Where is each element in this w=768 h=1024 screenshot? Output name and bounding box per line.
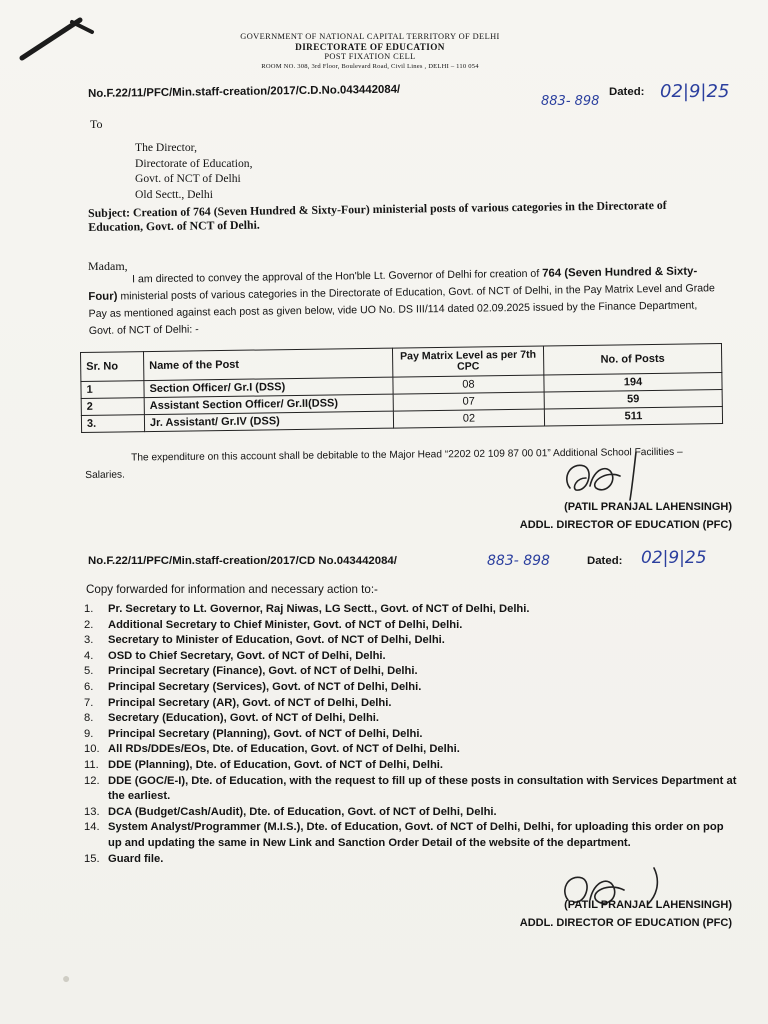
- handwritten-dispatch-number: 883- 898: [541, 94, 600, 109]
- body-text-2: ministerial posts of various categories in the Directorate of Education, Govt. of NCT of Delhi, in the Pay Matrix Level and Grade Pay as mentioned against each post as given below, vide UO No. DS III/114 dated 02.09.2025 issued by the Finance Department, Govt. of NCT of Delhi: -: [88, 282, 715, 337]
- list-item: 12. DDE (GOC/E-I), Dte. of Education, with the request to fill up of these posts in consultation with Services Department at the earliest.: [84, 774, 737, 803]
- addressee-line: The Director,: [135, 141, 197, 154]
- list-item: 7. Principal Secretary (AR), Govt. of NCT of Delhi, Delhi.: [84, 696, 392, 709]
- cell-sr: 3.: [81, 415, 144, 433]
- salutation: Madam,: [88, 259, 128, 273]
- list-item: 15. Guard file.: [84, 852, 164, 865]
- faint-mark: ●: [62, 970, 71, 986]
- cell-level: 08: [393, 375, 544, 394]
- addressee-line: Directorate of Education,: [135, 156, 253, 170]
- subject-line: Subject: Creation of 764 (Seven Hundred & Sixty-Four) ministerial posts of various categories in the Directorate of Education, Govt. of NCT of Delhi.: [88, 197, 667, 234]
- body-paragraph: [88, 263, 725, 340]
- cell-posts: 511: [544, 407, 722, 426]
- copy-reference-number: No.F.22/11/PFC/Min.staff-creation/2017/CD No.043442084/: [88, 555, 397, 567]
- col-header-post: Name of the Post: [144, 348, 393, 380]
- letterhead: [180, 32, 560, 72]
- col-header-sr: Sr. No: [81, 352, 144, 382]
- distribution-list: [84, 602, 740, 867]
- letterhead-cell: POST FIXATION CELL: [324, 52, 416, 61]
- copy-forwarded-line: Copy forwarded for information and necessary action to:-: [86, 583, 378, 596]
- reference-number: No.F.22/11/PFC/Min.staff-creation/2017/C.D.No.043442084/: [88, 83, 401, 100]
- signatory-name: (PATIL PRANJAL LAHENSINGH): [564, 899, 732, 911]
- cell-sr: 2: [81, 398, 144, 416]
- cell-post: Section Officer/ Gr.I (DSS): [144, 377, 393, 397]
- addressee-line: Old Sectt., Delhi: [135, 187, 213, 201]
- handwritten-date: 02|9|25: [641, 548, 707, 568]
- body-text-1: I am directed to convey the approval of the Hon'ble Lt. Governor of Delhi for creation of: [132, 267, 543, 286]
- stapler-pin-mark: [18, 14, 98, 64]
- addressee-line: Govt. of NCT of Delhi: [135, 172, 241, 185]
- list-item: 1. Pr. Secretary to Lt. Governor, Raj Niwas, LG Sectt., Govt. of NCT of Delhi, Delhi.: [84, 603, 530, 615]
- letterhead-address: ROOM NO. 308, 3rd Floor, Boulevard Road, Civil Lines , DELHI – 110 054: [261, 63, 479, 70]
- date-label: Dated:: [587, 555, 623, 567]
- date-label: Dated:: [609, 86, 645, 98]
- list-item: 2. Additional Secretary to Chief Minister, Govt. of NCT of Delhi, Delhi.: [84, 618, 463, 631]
- list-item: 14. System Analyst/Programmer (M.I.S.), Dte. of Education, Govt. of NCT of Delhi, Delhi, for uploading this order on pop up and updating the same in New Link and Sanction Order Detail of the website of the department.: [84, 821, 724, 849]
- list-item: 6. Principal Secretary (Services), Govt. of NCT of Delhi, Delhi.: [84, 680, 422, 693]
- posts-table: [80, 343, 723, 433]
- list-item: 3. Secretary to Minister of Education, Govt. of NCT of Delhi, Delhi.: [84, 634, 445, 647]
- letterhead-government: GOVERNMENT OF NATIONAL CAPITAL TERRITORY OF DELHI: [240, 32, 500, 41]
- letterhead-directorate: DIRECTORATE OF EDUCATION: [295, 42, 445, 52]
- list-item: 5. Principal Secretary (Finance), Govt. of NCT of Delhi, Delhi.: [84, 665, 418, 678]
- body-bold-count: 764 (Seven Hundred & Sixty-Four): [88, 265, 698, 303]
- addressee-block: [135, 140, 253, 202]
- list-item: 13. DCA (Budget/Cash/Audit), Dte. of Education, Govt. of NCT of Delhi, Delhi.: [84, 805, 497, 818]
- to-label: To: [90, 117, 103, 131]
- signatory-designation: ADDL. DIRECTOR OF EDUCATION (PFC): [519, 917, 732, 929]
- list-item: 9. Principal Secretary (Planning), Govt. of NCT of Delhi, Delhi.: [84, 727, 423, 740]
- cell-sr: 1: [81, 381, 144, 399]
- list-item: 8. Secretary (Education), Govt. of NCT of Delhi, Delhi.: [84, 712, 380, 725]
- list-item: 10. All RDs/DDEs/EOs, Dte. of Education, Govt. of NCT of Delhi, Delhi.: [84, 743, 460, 756]
- cell-level: 02: [393, 409, 544, 428]
- cell-posts: 59: [544, 390, 722, 409]
- expenditure-note: The expenditure on this account shall be debitable to the Major Head “2202 02 109 87 00 01” Additional School Facilities – Salaries.: [85, 446, 683, 481]
- cell-post: Assistant Section Officer/ Gr.II(DSS): [144, 394, 393, 414]
- col-header-posts: No. of Posts: [543, 344, 721, 375]
- signatory-block: [430, 498, 732, 534]
- cell-posts: 194: [544, 373, 722, 392]
- handwritten-date: 02|9|25: [660, 81, 730, 102]
- cell-post: Jr. Assistant/ Gr.IV (DSS): [144, 411, 393, 431]
- handwritten-dispatch-number: 883- 898: [487, 553, 550, 569]
- list-item: 4. OSD to Chief Secretary, Govt. of NCT of Delhi, Delhi.: [84, 649, 386, 662]
- signatory-name: (PATIL PRANJAL LAHENSINGH): [564, 501, 732, 513]
- cell-level: 07: [393, 392, 544, 411]
- list-item: 11. DDE (Planning), Dte. of Education, Govt. of NCT of Delhi, Delhi.: [84, 758, 443, 771]
- signatory-block: [430, 896, 732, 932]
- signatory-designation: ADDL. DIRECTOR OF EDUCATION (PFC): [519, 519, 732, 531]
- col-header-level: Pay Matrix Level as per 7th CPC: [392, 346, 543, 377]
